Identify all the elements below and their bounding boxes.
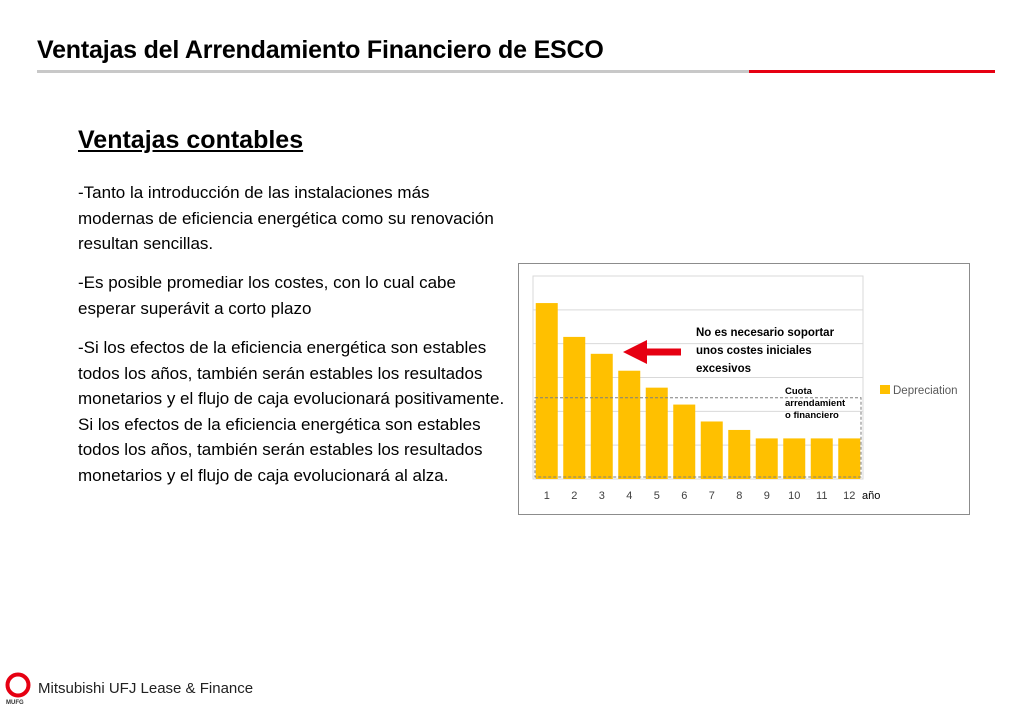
x-tick-label: 5: [653, 490, 660, 502]
section-subtitle: Ventajas contables: [78, 126, 304, 154]
legend-entry: Depreciation: [893, 385, 958, 397]
x-tick-label: 2: [571, 490, 578, 502]
bar-year-11: [811, 438, 833, 479]
bar-year-8: [728, 430, 750, 479]
bar-year-4: [618, 371, 640, 479]
bar-year-6: [673, 405, 695, 479]
x-tick-label: 11: [816, 490, 828, 502]
chart-frame: [518, 263, 970, 515]
lease-label-line-3: o financiero: [785, 410, 839, 421]
bar-year-9: [756, 438, 778, 479]
x-tick-label: 10: [788, 490, 801, 502]
slide-title: Ventajas del Arrendamiento Financiero de ESCO: [37, 36, 604, 64]
logo-text: MUFG: [6, 700, 24, 706]
lease-label-line-2: arrendamient: [785, 398, 846, 409]
bar-year-1: [536, 303, 558, 479]
legend-swatch: [880, 385, 890, 394]
depreciation-bar-chart: [519, 264, 971, 516]
bar-year-7: [701, 421, 723, 479]
bar-year-3: [591, 354, 613, 479]
bar-year-5: [646, 388, 668, 479]
x-tick-label: 8: [736, 490, 743, 502]
x-tick-label: 3: [598, 490, 605, 502]
bar-year-12: [838, 438, 860, 479]
paragraph-3: -Si los efectos de la eficiencia energética son estables todos los años, también serán estables los resultados monetarios y el flujo de caja evolucionará positivamente. Si los efectos de la eficiencia energética son estables todos los años, también serán estables los resultados monetarios y el flujo de caja evolucionará al alza.: [78, 338, 505, 485]
x-tick-label: 4: [626, 490, 633, 502]
paragraph-2: -Es posible promediar los costes, con lo cual cabe esperar superávit a corto plazo: [78, 273, 456, 318]
annotation-line-1: No es necesario soportar: [696, 327, 835, 339]
mufg-logo: [4, 672, 36, 706]
company-name: Mitsubishi UFJ Lease & Finance: [38, 680, 254, 697]
annotation-line-3: excesivos: [696, 363, 751, 375]
bar-year-2: [563, 337, 585, 479]
x-axis-label: año: [862, 490, 881, 502]
annotation-line-2: unos costes iniciales: [696, 345, 812, 357]
bar-year-10: [783, 438, 805, 479]
x-tick-label: 6: [681, 490, 688, 502]
title-rule-red: [749, 70, 995, 73]
lease-label-line-1: Cuota: [785, 386, 812, 397]
x-tick-label: 12: [843, 490, 856, 502]
x-tick-label: 7: [708, 490, 715, 502]
x-tick-label: 1: [543, 490, 550, 502]
title-rule-grey: [37, 70, 749, 73]
paragraph-1: -Tanto la introducción de las instalaciones más modernas de eficiencia energética como su renovación resultan sencillas.: [78, 183, 494, 253]
x-tick-label: 9: [763, 490, 770, 502]
